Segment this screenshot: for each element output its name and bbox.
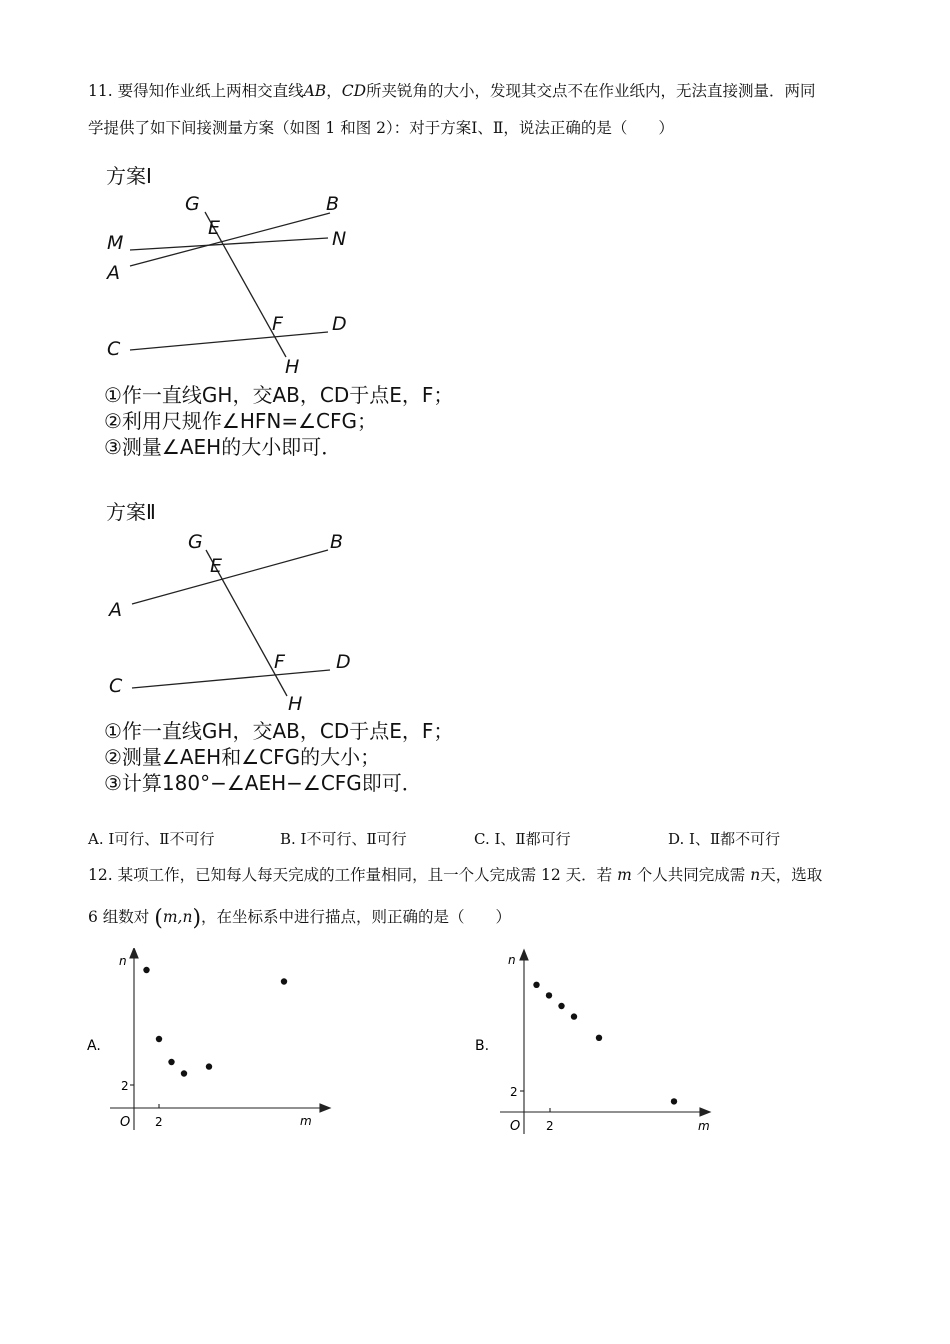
q11-line-cd: CD [341, 82, 367, 100]
graph-a-point-2 [156, 1036, 162, 1042]
q11-line2: 学提供了如下间接测量方案（如图 1 和图 2）：对于方案Ⅰ、Ⅱ，说法正确的是（ ） [88, 119, 674, 137]
q11-option-b[interactable]: B. Ⅰ不可行、Ⅱ可行 [280, 830, 407, 848]
q11-option-c[interactable]: C. Ⅰ、Ⅱ都可行 [474, 830, 571, 848]
plan1-figure [100, 190, 380, 384]
graph-b-point-1 [533, 982, 539, 988]
graph-a-point-3 [168, 1059, 174, 1065]
plan2-step3: ③计算180°−∠AEH−∠CFG即可． [104, 771, 422, 795]
graph-b-point-3 [558, 1003, 564, 1009]
label-E: E [210, 555, 223, 577]
q11-text-b: 所夹锐角的大小，发现其交点不在作业纸内，无法直接测量．两同 [366, 82, 816, 100]
label-C: C [109, 675, 123, 697]
graph-b-xtick: 2 [546, 1119, 554, 1133]
line-cd [132, 670, 330, 688]
q11-option-d[interactable]: D. Ⅰ、Ⅱ都不可行 [668, 830, 781, 848]
graph-b-ylabel: n [508, 953, 516, 967]
graph-b-point-4 [571, 1013, 577, 1019]
q12-text-c: 天，选取 [760, 866, 823, 884]
plan1-step1: ①作一直线GH，交AB，CD于点E，F； [104, 383, 454, 407]
plan1-step3: ③测量∠AEH的大小即可． [104, 435, 342, 459]
label-G: G [185, 193, 200, 215]
graph-a-point-1 [143, 967, 149, 973]
q12-text-e: ，在坐标系中进行描点，则正确的是（ ） [201, 908, 512, 926]
graph-a-point-4 [181, 1070, 187, 1076]
label-C: C [107, 338, 121, 360]
graph-b-point-2 [546, 992, 552, 998]
plan1-title: 方案Ⅰ [106, 164, 152, 188]
q12-var-n: n [750, 866, 761, 884]
label-D: D [336, 651, 351, 673]
graph-b-point-6 [671, 1098, 677, 1104]
q11-line1 [88, 80, 816, 102]
graph-b-xlabel: m [698, 1119, 710, 1133]
label-B: B [326, 193, 340, 215]
graph-b-point-5 [596, 1035, 602, 1041]
q12-text-a: 某项工作，已知每人每天完成的工作量相同，且一个人完成需 12 天．若 [117, 866, 613, 884]
graph-a-xtick: 2 [155, 1115, 163, 1129]
graph-a-point-6 [281, 978, 287, 984]
q12-pair: m,n [162, 908, 193, 926]
graph-a-option: A. [87, 1038, 101, 1054]
graph-a-ylabel: n [119, 954, 127, 968]
label-H: H [285, 356, 300, 378]
graph-a[interactable] [84, 948, 344, 1142]
label-F: F [272, 313, 283, 335]
q11-line-ab: AB [303, 82, 327, 100]
q12-line2: 6 组数对 (m,n)，在坐标系中进行描点，则正确的是（ ） [88, 906, 512, 931]
q11-text-a: 要得知作业纸上两相交直线 [117, 82, 304, 100]
q12-text-b: 个人共同完成需 [636, 866, 746, 884]
label-D: D [332, 313, 347, 335]
graph-a-xlabel: m [300, 1114, 312, 1128]
q11-number: 11. [88, 82, 113, 100]
label-N: N [332, 228, 347, 250]
q12-line1 [88, 864, 822, 886]
plan2-step2: ②测量∠AEH和∠CFG的大小； [104, 745, 381, 769]
label-E: E [208, 217, 221, 239]
line-ab [132, 550, 328, 604]
q11-comma: ， [326, 82, 342, 100]
line-cd [130, 332, 328, 350]
q12-var-m: m [617, 866, 632, 884]
label-F: F [274, 651, 285, 673]
graph-b[interactable] [472, 948, 732, 1142]
graph-b-origin: O [510, 1119, 521, 1134]
label-A: A [109, 599, 122, 621]
label-M: M [107, 232, 124, 254]
plan2-step1: ①作一直线GH，交AB，CD于点E，F； [104, 719, 454, 743]
graph-b-option: B. [475, 1038, 490, 1054]
label-B: B [330, 531, 344, 553]
label-H: H [288, 693, 303, 715]
plan2-figure [100, 526, 380, 720]
graph-a-ytick: 2 [121, 1079, 129, 1093]
plan1-step2: ②利用尺规作∠HFN=∠CFG； [104, 409, 378, 433]
q12-number: 12. [88, 866, 113, 884]
q11-option-a[interactable]: A. Ⅰ可行、Ⅱ不可行 [88, 830, 215, 848]
graph-a-origin: O [120, 1115, 131, 1130]
label-A: A [107, 262, 120, 284]
label-G: G [188, 531, 203, 553]
q12-text-d: 6 组数对 [88, 908, 150, 926]
graph-b-ytick: 2 [510, 1085, 518, 1099]
graph-a-point-5 [206, 1063, 212, 1069]
plan2-title: 方案Ⅱ [106, 500, 156, 524]
